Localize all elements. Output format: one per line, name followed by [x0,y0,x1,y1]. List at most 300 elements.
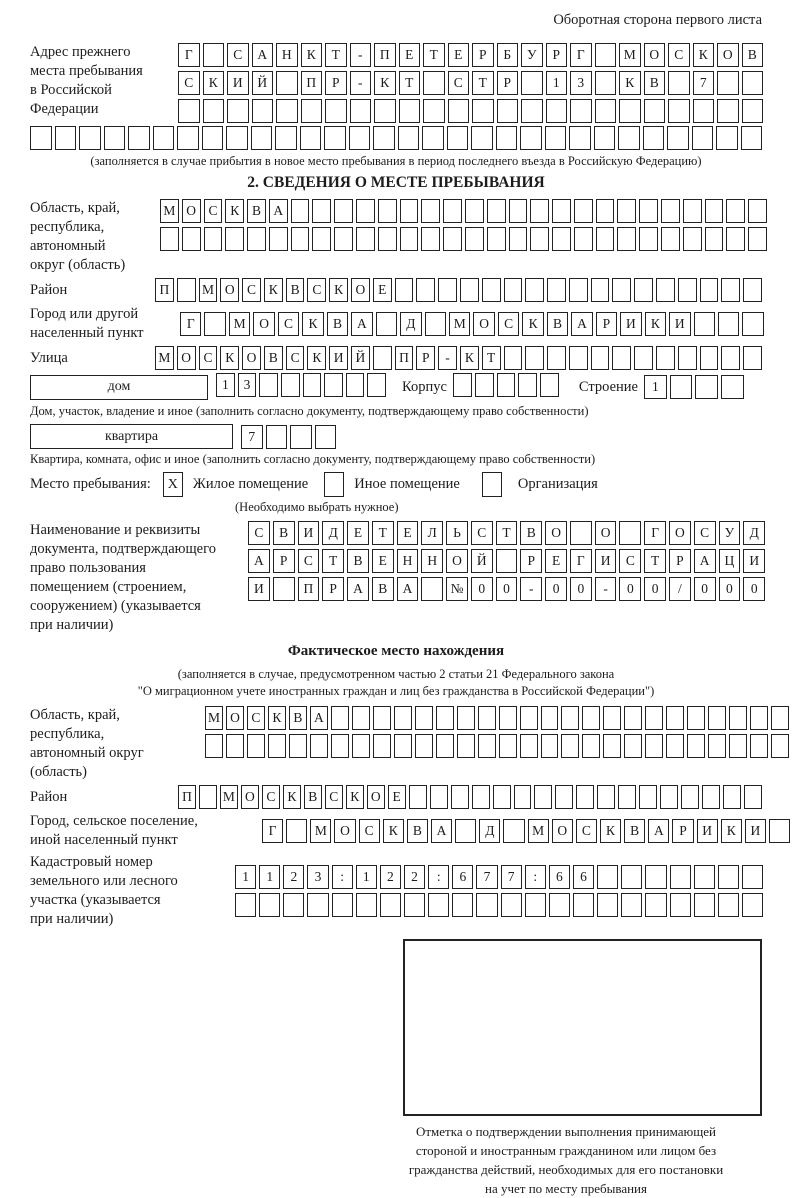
prev-address-row-4 [30,126,762,150]
char-cell [645,734,663,758]
char-cell: Е [399,43,421,67]
char-cell [748,199,767,223]
char-cell [478,734,496,758]
char-cell [268,734,286,758]
char-cell: К [460,346,479,370]
label-line: сооружением) (указывается [30,598,201,614]
stay-type-option-residential: Жилое помещение [192,476,309,492]
char-cell [421,199,440,223]
char-cell [561,706,579,730]
char-cell [744,785,762,809]
char-cell [668,71,690,95]
char-cell [721,346,740,370]
char-cell [497,373,516,397]
char-cell: О [446,549,468,573]
label-line: округ (область) [30,257,126,273]
char-cell [521,71,543,95]
char-cell: В [264,346,283,370]
char-cell [251,126,273,150]
char-cell: Р [520,549,542,573]
char-cell [259,373,278,397]
char-cell [597,785,615,809]
document-row-2 [248,549,765,573]
char-cell: 1 [356,865,377,889]
char-cell: Д [322,521,344,545]
cadastral-label [30,853,235,929]
stroenie-row [644,375,744,399]
char-cell: В [247,199,266,223]
char-cell: Й [351,346,370,370]
char-cell [742,71,764,95]
char-cell [394,734,412,758]
street-row [155,346,762,370]
char-cell: 1 [216,373,235,397]
char-cell: Е [347,521,369,545]
char-cell: 1 [546,71,568,95]
label-line: при наличии) [30,911,114,927]
char-cell [552,227,571,251]
char-cell: В [273,521,295,545]
char-cell [518,373,537,397]
char-cell [415,706,433,730]
district-row [155,278,762,302]
char-cell [561,734,579,758]
char-cell: 6 [549,865,570,889]
char-cell [504,278,523,302]
char-cell [514,785,532,809]
char-cell [409,785,427,809]
char-cell [668,99,690,123]
char-cell [430,785,448,809]
char-cell [546,99,568,123]
house-caption: Дом, участок, владение и иное (заполнить согласно документу, подтверждающему право собственности) [30,404,589,418]
char-cell [520,126,542,150]
char-cell [678,278,697,302]
district-block [30,278,762,302]
char-cell: П [155,278,174,302]
char-cell: П [395,346,414,370]
char-cell: А [248,549,270,573]
char-cell [226,734,244,758]
label-line: (заполняется в случае, предусмотренном частью 2 статьи 21 Федерального закона [177,667,615,681]
region-grid [160,199,767,251]
char-cell [496,126,518,150]
char-cell [315,425,337,449]
char-cell: 2 [380,865,401,889]
char-cell [656,346,675,370]
char-cell: И [697,819,718,843]
char-cell [487,227,506,251]
char-cell [596,199,615,223]
char-cell [177,278,196,302]
char-cell [331,706,349,730]
char-cell: Г [570,549,592,573]
stay-type-label: Место пребывания: [30,476,151,492]
char-cell [540,373,559,397]
actual-region-grid [205,706,789,758]
char-cell: Р [472,43,494,67]
label-line: Кадастровый номер [30,854,153,870]
char-cell: 6 [452,865,473,889]
char-cell [742,99,764,123]
char-cell [595,43,617,67]
char-cell: М [205,706,223,730]
char-cell [624,706,642,730]
char-cell [591,278,610,302]
char-cell [520,706,538,730]
char-cell [661,227,680,251]
char-cell: С [307,278,326,302]
char-cell: Е [448,43,470,67]
char-cell [425,312,446,336]
char-cell [493,785,511,809]
char-cell [694,312,715,336]
house-label-box: дом [30,375,208,400]
char-cell [349,126,371,150]
char-cell [574,227,593,251]
char-cell [569,278,588,302]
char-cell [453,373,472,397]
region-row-2 [160,227,767,251]
char-cell [617,199,636,223]
label-line: в Российской [30,82,112,98]
char-cell: С [325,785,343,809]
char-cell [465,227,484,251]
char-cell [443,227,462,251]
char-cell [639,199,658,223]
char-cell [596,227,615,251]
korpus-row [453,373,559,397]
char-cell [199,785,217,809]
char-cell: У [719,521,741,545]
stay-type-checkbox-other [324,472,344,497]
char-cell [334,227,353,251]
char-cell: Т [472,71,494,95]
char-cell [423,71,445,95]
char-cell [726,227,745,251]
char-cell [552,199,571,223]
char-cell [504,346,523,370]
char-cell: С [448,71,470,95]
char-cell [742,865,763,889]
char-cell [334,199,353,223]
char-cell [569,346,588,370]
char-cell: Д [479,819,500,843]
char-cell: С [359,819,380,843]
document-grid [248,521,765,601]
char-cell [644,99,666,123]
char-cell: М [160,199,179,223]
char-cell [603,706,621,730]
char-cell: Р [416,346,435,370]
char-cell [307,893,328,917]
label-line: республика, [30,219,105,235]
char-cell [275,126,297,150]
actual-city-block [30,812,762,850]
char-cell: В [520,521,542,545]
char-cell: О [242,346,261,370]
char-cell [373,734,391,758]
char-cell [290,425,312,449]
char-cell: А [397,577,419,601]
label-line: Область, край, [30,707,120,723]
char-cell [273,577,295,601]
char-cell [771,706,789,730]
char-cell: И [329,346,348,370]
char-cell [204,227,223,251]
char-cell [643,126,665,150]
char-cell: О [367,785,385,809]
char-cell: С [227,43,249,67]
char-cell [693,99,715,123]
cadastral-block [30,853,762,929]
char-cell: 3 [238,373,257,397]
char-cell [428,893,449,917]
char-cell: В [624,819,645,843]
city-row [180,312,764,336]
document-row-1 [248,521,765,545]
char-cell: И [743,549,765,573]
confirmation-mark-box [403,939,762,1116]
char-cell [104,126,126,150]
stay-type-block [30,472,762,497]
char-cell: М [199,278,218,302]
char-cell: К [522,312,543,336]
char-cell [472,99,494,123]
apartment-label-box: квартира [30,424,233,449]
char-cell [266,425,288,449]
char-cell [203,43,225,67]
char-cell [705,227,724,251]
char-cell: Т [644,549,666,573]
actual-region-row-2 [205,734,789,758]
char-cell [436,706,454,730]
char-cell [497,99,519,123]
char-cell [742,893,763,917]
char-cell: Е [372,549,394,573]
char-cell [346,373,365,397]
char-cell [443,199,462,223]
char-cell: Р [273,549,295,573]
char-cell: : [525,865,546,889]
char-cell [634,278,653,302]
char-cell [378,199,397,223]
label-line: Адрес прежнего [30,44,131,60]
prev-address-grid [178,43,763,123]
char-cell: К [203,71,225,95]
char-cell: М [449,312,470,336]
char-cell [717,71,739,95]
char-cell: С [471,521,493,545]
char-cell [331,734,349,758]
char-cell: 0 [545,577,567,601]
char-cell [692,126,714,150]
char-cell: К [283,785,301,809]
region-row-1 [160,199,767,223]
char-cell [286,819,307,843]
char-cell [252,99,274,123]
label-line: населенный пункт [30,325,144,341]
char-cell [718,312,739,336]
char-cell [718,865,739,889]
char-cell: О [241,785,259,809]
char-cell: 0 [570,577,592,601]
char-cell [438,278,457,302]
prev-address-section [30,43,762,123]
char-cell [455,819,476,843]
char-cell: Е [373,278,392,302]
char-cell [204,312,225,336]
char-cell: М [155,346,174,370]
char-cell [416,278,435,302]
city-label [30,305,180,343]
char-cell [457,706,475,730]
stay-type-option-other: Иное помещение [354,476,460,492]
char-cell: Р [672,819,693,843]
char-cell: И [620,312,641,336]
char-cell [621,893,642,917]
char-cell: Д [743,521,765,545]
char-cell [160,227,179,251]
char-cell: О [717,43,739,67]
char-cell: С [576,819,597,843]
char-cell: 0 [471,577,493,601]
char-cell [400,199,419,223]
char-cell: 2 [404,865,425,889]
street-block [30,346,762,370]
char-cell [203,99,225,123]
section2-title: 2. СВЕДЕНИЯ О МЕСТЕ ПРЕБЫВАНИЯ [247,174,545,191]
char-cell [324,373,343,397]
char-cell [487,199,506,223]
char-cell [509,199,528,223]
char-cell: П [374,43,396,67]
cadastral-grid [235,865,763,917]
char-cell: В [547,312,568,336]
char-cell [570,521,592,545]
char-cell [541,706,559,730]
char-cell: : [332,865,353,889]
prev-address-row-1 [178,43,763,67]
document-row-3 [248,577,765,601]
char-cell: М [229,312,250,336]
label-line: помещением (строением, [30,579,187,595]
char-cell [153,126,175,150]
label-line: стороной и иностранным гражданином или лицом без [415,1143,717,1158]
char-cell [235,893,256,917]
char-cell: Т [322,549,344,573]
char-cell [421,227,440,251]
char-cell [128,126,150,150]
char-cell [694,865,715,889]
char-cell [310,734,328,758]
label-line: автономный округ [30,745,144,761]
char-cell: К [329,278,348,302]
char-cell: С [619,549,641,573]
char-cell: О [545,521,567,545]
char-cell: Г [262,819,283,843]
char-cell [743,346,762,370]
char-cell [750,734,768,758]
char-cell: 0 [694,577,716,601]
char-cell [276,71,298,95]
char-cell: К [645,312,666,336]
char-cell [465,199,484,223]
char-cell [569,126,591,150]
char-cell: О [220,278,239,302]
actual-district-row [178,785,762,809]
char-cell [726,199,745,223]
char-cell: Н [397,549,419,573]
char-cell [291,227,310,251]
char-cell [573,893,594,917]
char-cell [289,734,307,758]
char-cell [721,375,744,399]
char-cell [423,99,445,123]
char-cell [687,706,705,730]
char-cell [398,126,420,150]
char-cell [661,199,680,223]
char-cell: Р [596,312,617,336]
char-cell [645,893,666,917]
char-cell [694,893,715,917]
char-cell [415,734,433,758]
char-cell [621,865,642,889]
label-line: участка (указывается [30,892,161,908]
apartment-block [30,424,762,449]
char-cell [376,312,397,336]
label-line: при наличии) [30,617,114,633]
char-cell: А [694,549,716,573]
char-cell: Т [496,521,518,545]
char-cell: / [669,577,691,601]
char-cell [645,865,666,889]
char-cell [576,785,594,809]
char-cell: - [350,43,372,67]
char-cell: М [619,43,641,67]
house-block [30,373,762,401]
char-cell [501,893,522,917]
char-cell: Т [372,521,394,545]
char-cell [460,278,479,302]
char-cell [741,126,763,150]
char-cell [594,126,616,150]
char-cell [422,126,444,150]
char-cell: К [301,43,323,67]
char-cell: 3 [307,865,328,889]
char-cell: В [286,278,305,302]
label-line: документа, подтверждающего [30,541,216,557]
char-cell: К [307,346,326,370]
char-cell: Н [276,43,298,67]
char-cell [373,346,392,370]
char-cell: 0 [743,577,765,601]
char-cell [582,734,600,758]
char-cell: В [327,312,348,336]
char-cell [227,99,249,123]
char-cell: Д [400,312,421,336]
char-cell: Г [178,43,200,67]
char-cell [534,785,552,809]
char-cell [324,126,346,150]
char-cell: Й [471,549,493,573]
char-cell [325,99,347,123]
char-cell [683,199,702,223]
label-line: Наименование и реквизиты [30,522,201,538]
char-cell: А [269,199,288,223]
char-cell: В [644,71,666,95]
actual-location-title: Фактическое место нахождения [287,643,505,659]
